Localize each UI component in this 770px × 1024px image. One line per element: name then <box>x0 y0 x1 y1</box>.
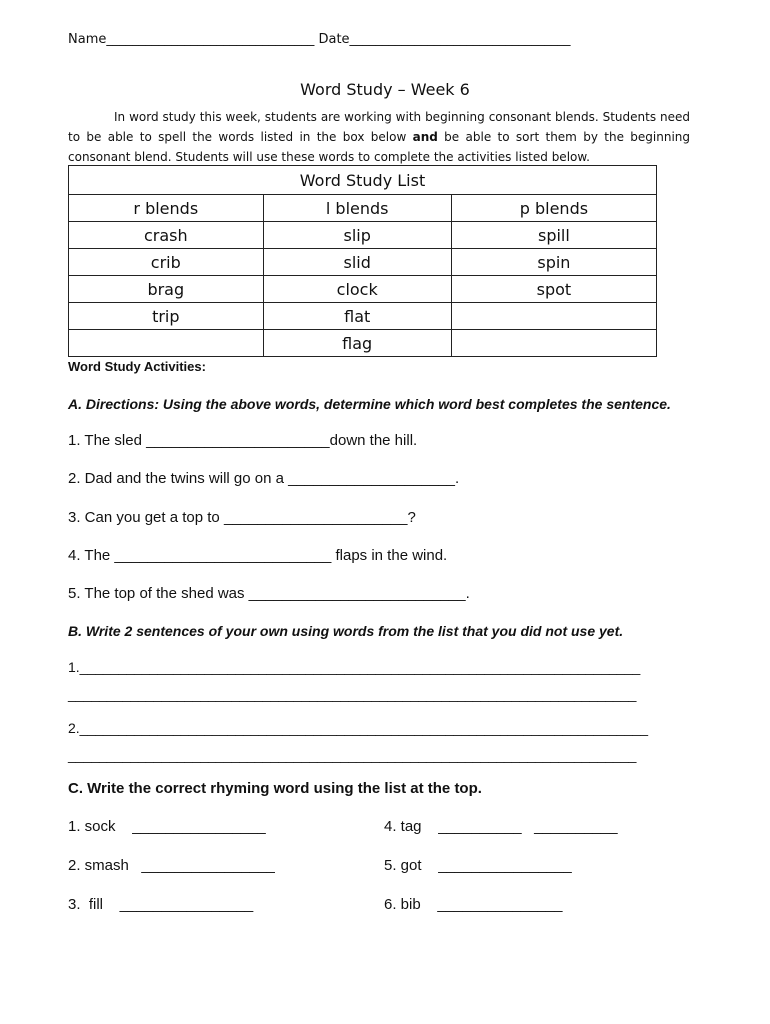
table-row <box>69 276 657 303</box>
table-caption: Word Study List <box>69 166 657 195</box>
sentence-line: 2._________________________________________________________________________ <box>68 720 649 736</box>
intro-paragraph <box>68 107 690 167</box>
rhyme-item: 3. fill ________________ <box>68 896 254 913</box>
word-study-table <box>68 165 657 357</box>
rhyme-item: 5. got ________________ <box>384 857 572 874</box>
rhyme-item: 1. sock ________________ <box>68 818 266 835</box>
table-row <box>69 330 657 357</box>
table-cell: clock <box>263 276 451 303</box>
table-cell: flag <box>263 330 451 357</box>
page-title: Word Study – Week 6 <box>300 80 470 99</box>
section-c-heading: C. Write the correct rhyming word using the list at the top. <box>68 780 482 797</box>
column-header: p blends <box>451 195 656 222</box>
table-cell: spill <box>451 222 656 249</box>
section-a-item: 5. The top of the shed was __________________________. <box>68 585 470 602</box>
section-a-item: 3. Can you get a top to ______________________? <box>68 509 416 526</box>
rhyme-item: 6. bib _______________ <box>384 896 563 913</box>
table-row <box>69 303 657 330</box>
section-a-item: 4. The __________________________ flaps in the wind. <box>68 547 448 564</box>
section-a-directions: A. Directions: Using the above words, determine which word best completes the sentence. <box>68 396 671 412</box>
intro-bold-word: and <box>412 130 438 144</box>
column-header: l blends <box>263 195 451 222</box>
rhyme-item: 4. tag __________ __________ <box>384 818 618 835</box>
column-header: r blends <box>69 195 264 222</box>
table-cell: brag <box>69 276 264 303</box>
table-cell <box>451 303 656 330</box>
section-b-directions: B. Write 2 sentences of your own using words from the list that you did not use yet. <box>68 623 624 639</box>
intro-text-1: In word study this week, students are working with beginning consonant blends. Students need to be able to spell the words listed in the box below <box>68 110 690 144</box>
table-cell: flat <box>263 303 451 330</box>
activities-heading: Word Study Activities: <box>68 359 206 374</box>
rhyme-item: 2. smash ________________ <box>68 857 275 874</box>
table-cell: slip <box>263 222 451 249</box>
sentence-line: 1.________________________________________________________________________ <box>68 659 641 675</box>
table-cell: slid <box>263 249 451 276</box>
table-cell <box>451 330 656 357</box>
table-cell: spot <box>451 276 656 303</box>
section-a-item: 2. Dad and the twins will go on a ____________________. <box>68 470 460 487</box>
table-row <box>69 222 657 249</box>
section-a-item: 1. The sled ______________________down the hill. <box>68 432 418 449</box>
table-cell: crash <box>69 222 264 249</box>
table-cell <box>69 330 264 357</box>
name-date-line: Name________________________________ Date__________________________________ <box>68 32 571 47</box>
table-cell: trip <box>69 303 264 330</box>
table-cell: spin <box>451 249 656 276</box>
table-cell: crib <box>69 249 264 276</box>
sentence-line: _________________________________________________________________________ <box>68 686 637 702</box>
intro-text-2: be able to sort them by the beginning consonant blend. Students will use these words to complete the activities listed below. <box>68 130 691 164</box>
table-row <box>69 249 657 276</box>
sentence-line: _________________________________________________________________________ <box>68 747 637 763</box>
